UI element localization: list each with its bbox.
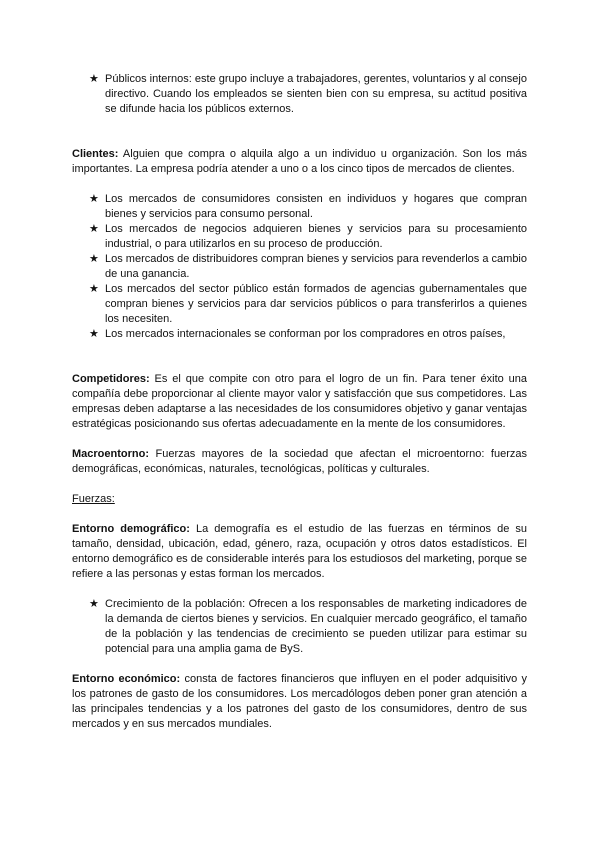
macroentorno-text: Fuerzas mayores de la sociedad que afectan el microentorno: fuerzas demográficas, económicas, naturales, tecnológicas, políticas y culturales. — [72, 448, 527, 475]
document-page — [72, 72, 527, 732]
list-item: ★ Los mercados de distribuidores compran bienes y servicios para revenderlos a cambio de una ganancia. — [89, 253, 527, 280]
star-bullet-icon: ★ — [89, 598, 99, 610]
macroentorno-label: Macroentorno: — [72, 448, 149, 460]
list-item: ★ Crecimiento de la población: Ofrecen a los responsables de marketing indicadores de la demanda de ciertos bienes y servicios. En cualquier mercado geográfico, el tamaño de la población y las tendencias de crecimiento se pueden utilizar para estimar su potencial para una amplia gama de ByS. — [89, 598, 527, 655]
entorno-economico-paragraph — [72, 672, 527, 732]
entorno-demografico-paragraph — [72, 522, 527, 582]
star-bullet-icon: ★ — [89, 328, 99, 340]
clientes-paragraph — [72, 147, 527, 177]
clientes-text: Alguien que compra o alquila algo a un individuo u organización. Son los más importantes. La empresa podría atender a uno o a los cinco tipos de mercados de clientes. — [72, 148, 527, 175]
publicos-list — [72, 72, 527, 117]
demografico-list — [72, 597, 527, 657]
list-item: ★ Públicos internos: este grupo incluye a trabajadores, gerentes, voluntarios y al consejo directivo. Cuando los empleados se sienten bien con su empresa, su actitud positiva se difunde hacia los públicos externos. — [89, 73, 527, 115]
star-bullet-icon: ★ — [89, 223, 99, 235]
list-item: ★ Los mercados de consumidores consisten en individuos y hogares que compran bienes y servicios para consumo personal. — [89, 193, 527, 220]
list-item: ★ Los mercados internacionales se conforman por los compradores en otros países, — [89, 328, 506, 340]
star-bullet-icon: ★ — [89, 73, 99, 85]
star-bullet-icon: ★ — [89, 193, 99, 205]
entorno-demografico-text: La demografía es el estudio de las fuerzas en términos de su tamaño, densidad, ubicación, edad, género, raza, ocupación y otros datos estadísticos. El entorno demográfico es de considerable interés para los estudiosos del marketing, porque se refiere a las personas y estas forman los mercados. — [72, 523, 528, 580]
entorno-demografico-label: Entorno demográfico: — [72, 523, 190, 535]
competidores-label: Competidores: — [72, 373, 150, 385]
fuerzas-heading: Fuerzas: — [72, 493, 115, 505]
macroentorno-paragraph — [72, 447, 527, 477]
entorno-economico-text: consta de factores financieros que influyen en el poder adquisitivo y los patrones de gasto de los consumidores. Los mercadólogos deben poner gran atención a las principales tendencias y a los patrones del gasto de los consumidores, dentro de sus mercados y en sus mercados mundiales. — [72, 673, 527, 730]
star-bullet-icon: ★ — [89, 283, 99, 295]
clientes-label: Clientes: — [72, 148, 119, 160]
list-item: ★ Los mercados del sector público están formados de agencias gubernamentales que compran bienes y servicios para dar servicios públicos o para transferirlos a quienes los necesiten. — [89, 283, 527, 325]
entorno-economico-label: Entorno económico: — [72, 673, 181, 685]
competidores-text: Es el que compite con otro para el logro de un fin. Para tener éxito una compañía debe proporcionar al cliente mayor valor y satisfacción que sus competidores. Las empresas deben adaptarse a las necesidades de los consumidores objetivo y ganar ventajas estratégicas posicionando sus ofertas adecuadamente en la mente de los consumidores. — [72, 373, 527, 430]
mercados-list — [72, 192, 527, 342]
star-bullet-icon: ★ — [89, 253, 99, 265]
competidores-paragraph — [72, 372, 527, 432]
list-item: ★ Los mercados de negocios adquieren bienes y servicios para su procesamiento industrial, o para utilizarlos en su proceso de producción. — [89, 223, 527, 250]
